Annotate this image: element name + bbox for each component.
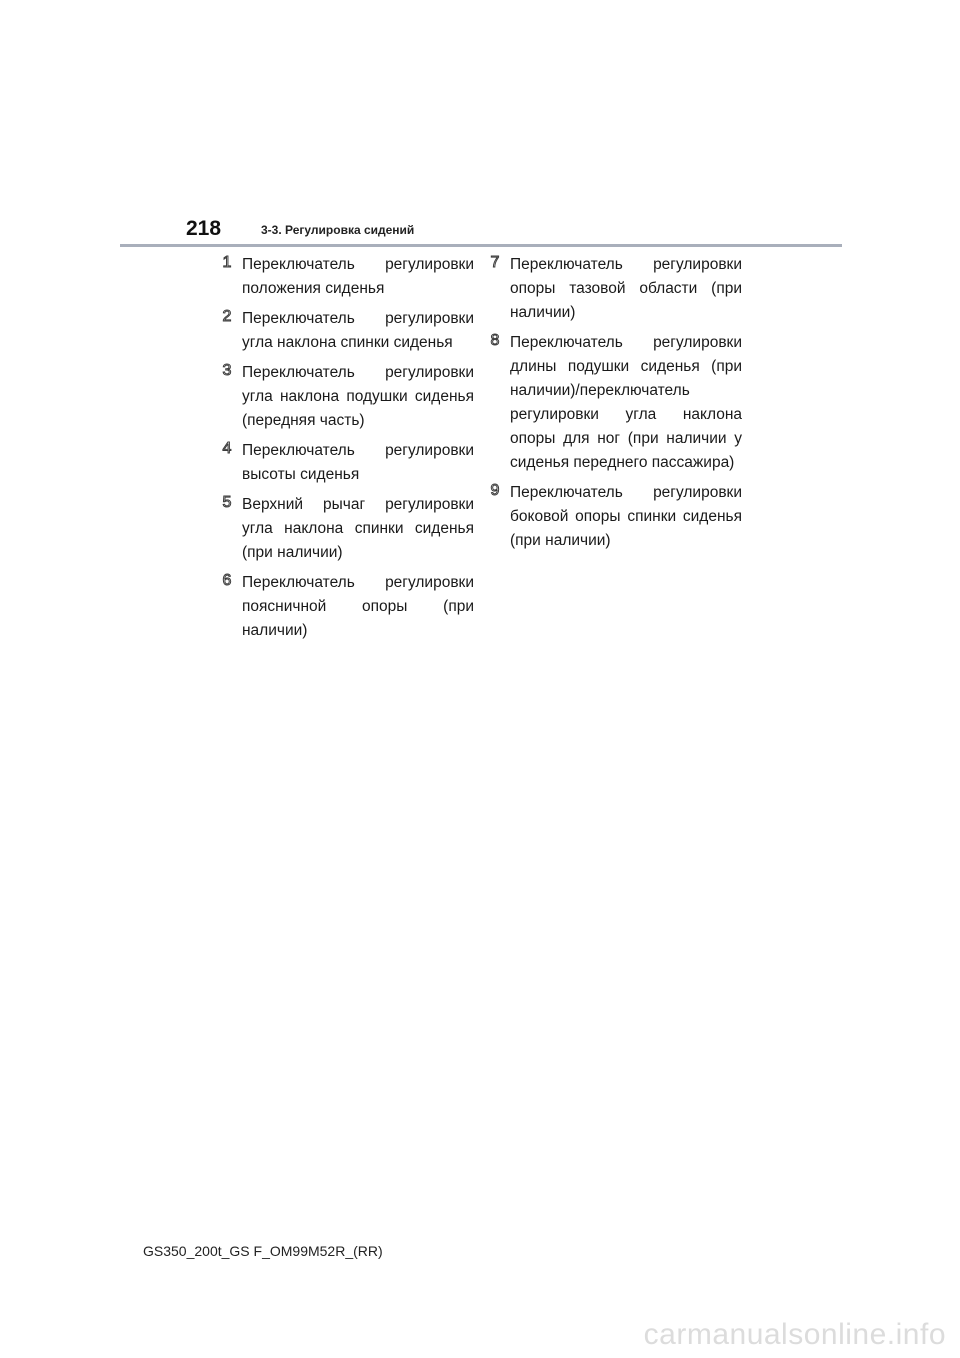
item-text: Переключатель регулировки опоры тазовой области (при наличии) bbox=[510, 256, 742, 321]
list-item bbox=[490, 331, 742, 475]
item-number-badge: 6 bbox=[222, 572, 232, 589]
item-text: Верхний рычаг регулировки угла наклона спинки сиденья (при наличии) bbox=[242, 496, 474, 561]
left-column bbox=[222, 253, 474, 649]
list-item bbox=[490, 481, 742, 553]
item-text: Переключатель регулировки боковой опоры спинки сиденья (при наличии) bbox=[510, 484, 742, 549]
item-number-badge: 8 bbox=[490, 332, 500, 349]
list-item bbox=[222, 253, 474, 301]
item-text: Переключатель регулировки высоты сиденья bbox=[242, 442, 474, 483]
item-number-badge: 7 bbox=[490, 254, 500, 271]
watermark: carmanualsonline.info bbox=[643, 1318, 946, 1351]
list-item bbox=[222, 307, 474, 355]
item-text: Переключатель регулировки длины подушки сиденья (при наличии)/переключатель регулировки угла наклона опоры для ног (при наличии у сиденья переднего пассажира) bbox=[510, 334, 742, 471]
document-code: GS350_200t_GS F_OM99M52R_(RR) bbox=[143, 1243, 383, 1259]
item-number-badge: 3 bbox=[222, 362, 232, 379]
list-item bbox=[222, 361, 474, 433]
section-title: 3-3. Регулировка сидений bbox=[261, 223, 415, 237]
item-number-badge: 1 bbox=[222, 254, 232, 271]
list-item bbox=[490, 253, 742, 325]
item-number-badge: 9 bbox=[490, 482, 500, 499]
right-column bbox=[490, 253, 742, 559]
page-number: 218 bbox=[186, 217, 222, 240]
list-item bbox=[222, 439, 474, 487]
item-number-badge: 2 bbox=[222, 308, 232, 325]
list-item bbox=[222, 571, 474, 643]
item-text: Переключатель регулировки поясничной опоры (при наличии) bbox=[242, 574, 474, 639]
item-text: Переключатель регулировки угла наклона спинки сиденья bbox=[242, 310, 474, 351]
list-item bbox=[222, 493, 474, 565]
header-rule bbox=[120, 244, 842, 247]
item-text: Переключатель регулировки угла наклона подушки сиденья (передняя часть) bbox=[242, 364, 474, 429]
item-number-badge: 5 bbox=[222, 494, 232, 511]
item-text: Переключатель регулировки положения сиденья bbox=[242, 256, 474, 297]
item-number-badge: 4 bbox=[222, 440, 232, 457]
